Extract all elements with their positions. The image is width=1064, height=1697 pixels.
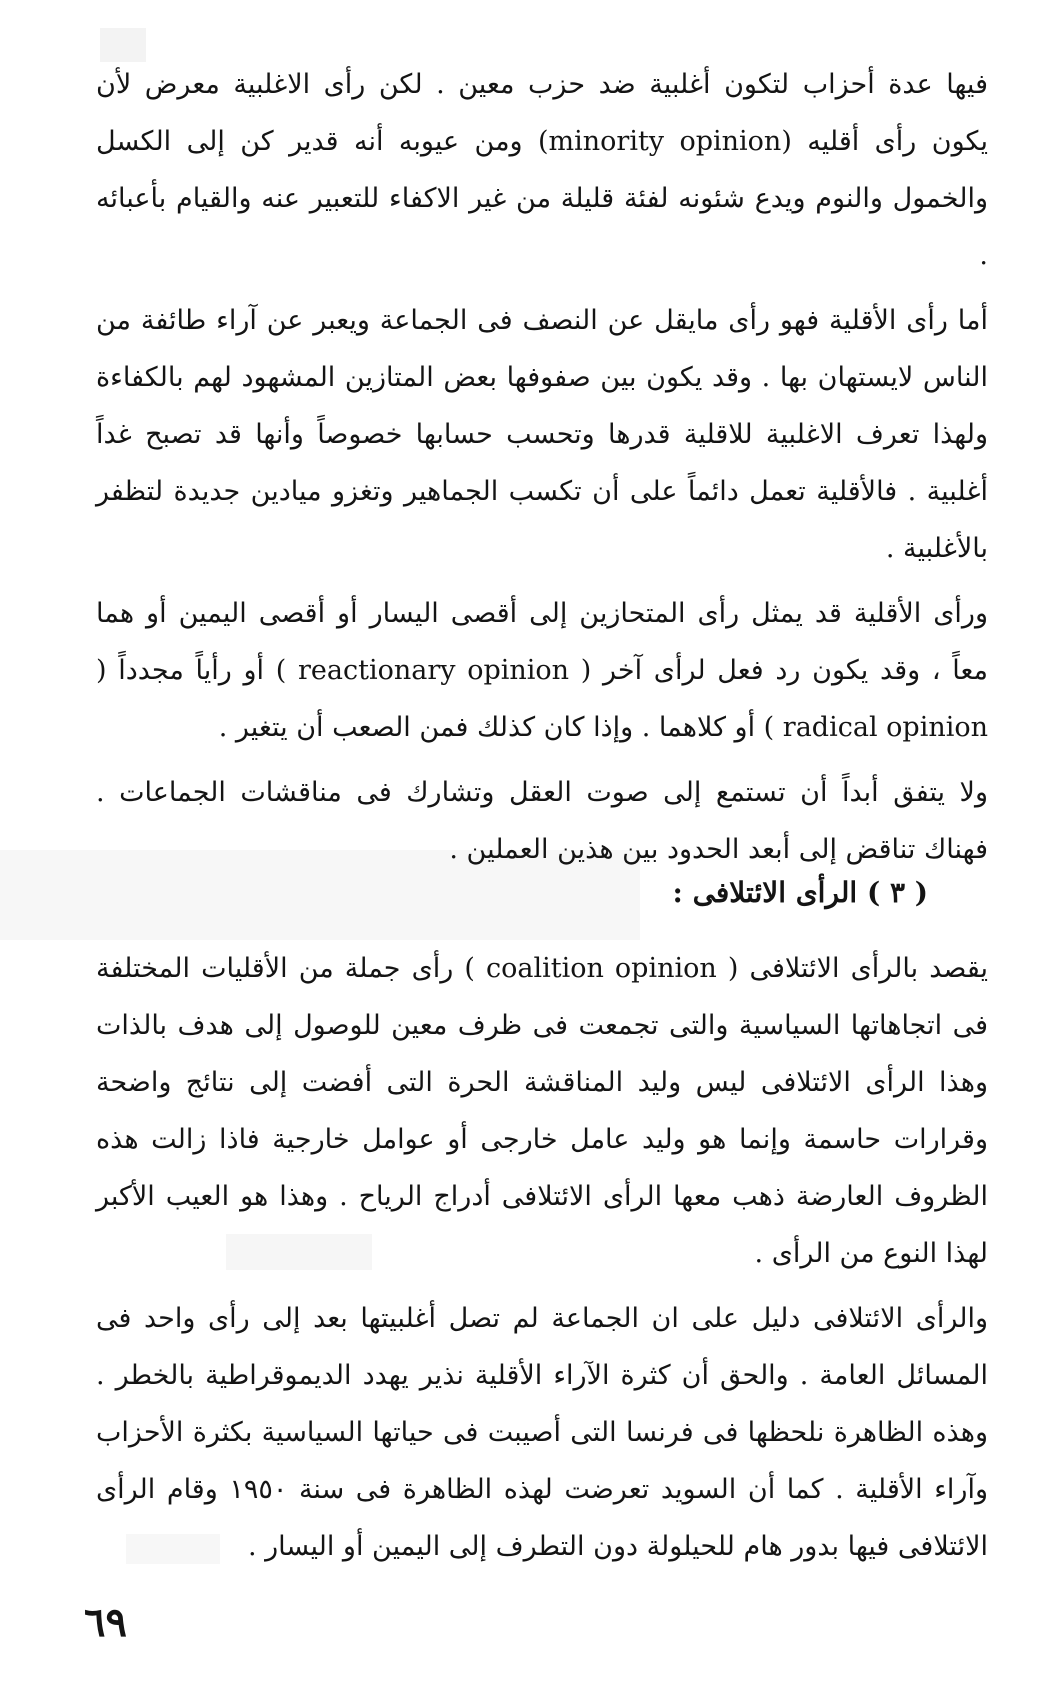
paragraph-5: يقصد بالرأى الائتلافى ( coalition opinion ) رأى جملة من الأقليات المختلفة فى اتجاهاتها السياسية والتى تجمعت فى ظرف معين للوصول إلى هدف بالذات وهذا الرأى الائتلافى ليس وليد المناقشة الحرة التى أفضت إلى نتائج واضحة وقرارات حاسمة وإنما هو وليد عامل خارجى أو عوامل خارجية فاذا زالت هذه الظروف العارضة ذهب معها الرأى الائتلافى أدراج الرياح . وهذا هو العيب الأكبر لهذا النوع من الرأى . [96, 953, 988, 1269]
page-number: ٦٩ [84, 1599, 127, 1646]
paragraph-4: ولا يتفق أبداً أن تستمع إلى صوت العقل وتشارك فى مناقشات الجماعات . فهناك تناقض إلى أبعد الحدود بين هذين العملين . [96, 777, 988, 865]
text-block-upper [96, 56, 988, 878]
paragraph-6: والرأى الائتلافى دليل على ان الجماعة لم تصل أغلبيتها بعد إلى رأى واحد فى المسائل العامة . والحق أن كثرة الآراء الأقلية نذير يهدد الديموقراطية بالخطر . وهذه الظاهرة نلحظها فى فرنسا التى أصيبت فى حياتها السياسية بكثرة الأحزاب وآراء الأقلية . كما أن السويد تعرضت لهذه الظاهرة فى سنة ١٩٥٠ وقام الرأى الائتلافى فيها بدور هام للحيلولة دون التطرف إلى اليمين أو اليسار . [96, 1303, 988, 1562]
paragraph-2: أما رأى الأقلية فهو رأى مايقل عن النصف فى الجماعة ويعبر عن آراء طائفة من الناس لايستهان بها . وقد يكون بين صفوفها بعض المتازين المشهود لهم بالكفاءة ولهذا تعرف الاغلبية للاقلية قدرها وتحسب حسابها خصوصاً وأنها قد تصبح غداً أغلبية . فالأقلية تعمل دائماً على أن تكسب الجماهير وتغزو ميادين جديدة لتظفر بالأغلبية . [96, 305, 988, 564]
text-block-lower [96, 940, 988, 1575]
paragraph-1: فيها عدة أحزاب لتكون أغلبية ضد حزب معين . لكن رأى الاغلبية معرض لأن يكون رأى أقليه (minority opinion) ومن عيوبه أنه قدير كن إلى الكسل والخمول والنوم ويدع شئونه لفئة قليلة من غير الاكفاء للتعبير عنه والقيام بأعبائه . [96, 69, 988, 271]
paragraph-3: ورأى الأقلية قد يمثل رأى المتحازين إلى أقصى اليسار أو أقصى اليمين أو هما معاً ، وقد يكون رد فعل لرأى آخر ( reactionary opinion ) أو رأياً مجدداً ( radical opinion ) أو كلاهما . وإذا كان كذلك فمن الصعب أن يتغير . [96, 598, 988, 743]
section-heading: ( ٣ ) الرأى الائتلافى : [672, 876, 928, 909]
